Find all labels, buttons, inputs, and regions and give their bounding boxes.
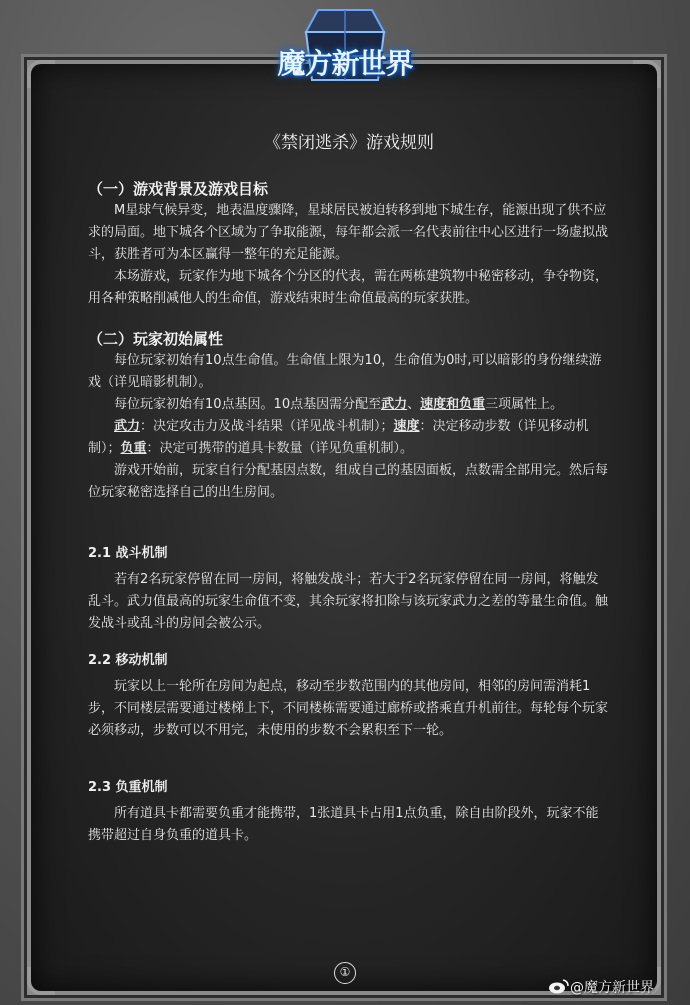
attr-force: 武力 <box>381 397 408 412</box>
attr-speed: 速度 <box>393 419 420 434</box>
logo-text: 魔方新世界 <box>277 47 413 80</box>
page-title: 《禁闭逃杀》游戏规则 <box>264 133 434 153</box>
subsection-heading: 2.2 移动机制 <box>88 653 168 668</box>
page-number <box>334 962 356 984</box>
show-logo <box>268 2 422 90</box>
watermark-text: @魔方新世界 <box>570 980 654 996</box>
attr-load: 负重 <box>120 441 147 456</box>
subsection-heading: 2.3 负重机制 <box>88 780 168 795</box>
text-run: ：决定可携带的道具卡数量（详见负重机制）。 <box>146 441 414 456</box>
frame-corner-ornament <box>633 60 661 88</box>
section-movement <box>88 650 610 742</box>
section-combat <box>88 543 610 635</box>
paragraph <box>88 416 610 460</box>
frame-corner-ornament <box>27 967 55 995</box>
paragraph: 若有2名玩家停留在同一房间，将触发战斗；若大于2名玩家停留在同一房间，将触发乱斗。武力值最高的玩家生命值不变，其余玩家将扣除与该玩家武力之差的等量生命值。触发战斗或乱斗的房间会被公示。 <box>88 572 609 631</box>
paragraph: 所有道具卡都需要负重才能携带，1张道具卡占用1点负重，除自由阶段外，玩家不能携带超过自身负重的道具卡。 <box>88 806 599 843</box>
paragraph: 游戏开始前，玩家自行分配基因点数，组成自己的基因面板，点数需全部用完。然后每位玩家秘密选择自己的出生房间。 <box>88 463 609 500</box>
subsection-heading: 2.1 战斗机制 <box>88 546 168 561</box>
text-run: ：决定移动步数（详见移动机制）； <box>88 419 589 456</box>
section-initial-attributes <box>88 328 610 504</box>
paragraph: 玩家以上一轮所在房间为起点，移动至步数范围内的其他房间，相邻的房间需消耗1步，不同楼层需要通过楼梯上下，不同楼栋需要通过廊桥或搭乘直升机前往。每轮每个玩家必须移动，步数可以不用完，未使用的步数不会累积至下一轮。 <box>88 679 609 738</box>
text-run: 、 <box>407 397 421 412</box>
frame-corner-ornament <box>27 60 55 88</box>
section-load <box>88 777 610 847</box>
weibo-watermark <box>548 976 654 997</box>
paragraph <box>88 394 610 416</box>
page-number-text: ① <box>339 965 351 979</box>
section-heading: （二）玩家初始属性 <box>88 330 224 348</box>
paragraph: 每位玩家初始有10点生命值。生命值上限为10，生命值为0时,可以暗影的身份继续游戏（详见暗影机制）。 <box>88 353 602 390</box>
paragraph: M星球气候异变，地表温度骤降，星球居民被迫转移到地下城生存，能源出现了供不应求的局面。地下城各个区域为了争取能源，每年都会派一名代表前往中心区进行一场虚拟战斗，获胜者可为本区赢得一整年的充足能源。 <box>88 203 609 262</box>
attr-speed-load: 速度和负重 <box>420 397 486 412</box>
text-run: 三项属性上。 <box>485 397 564 412</box>
text-run: 每位玩家初始有10点基因。10点基因需分配至 <box>114 397 382 412</box>
section-background <box>88 178 610 310</box>
paragraph: 本场游戏，玩家作为地下城各个分区的代表，需在两栋建筑物中秘密移动，争夺物资，用各种策略削减他人的生命值，游戏结束时生命值最高的玩家获胜。 <box>88 269 609 306</box>
weibo-icon <box>548 978 570 994</box>
attr-force: 武力 <box>114 419 141 434</box>
section-heading: （一）游戏背景及游戏目标 <box>88 180 269 198</box>
text-run: ：决定攻击力及战斗结果（详见战斗机制）； <box>140 419 394 434</box>
